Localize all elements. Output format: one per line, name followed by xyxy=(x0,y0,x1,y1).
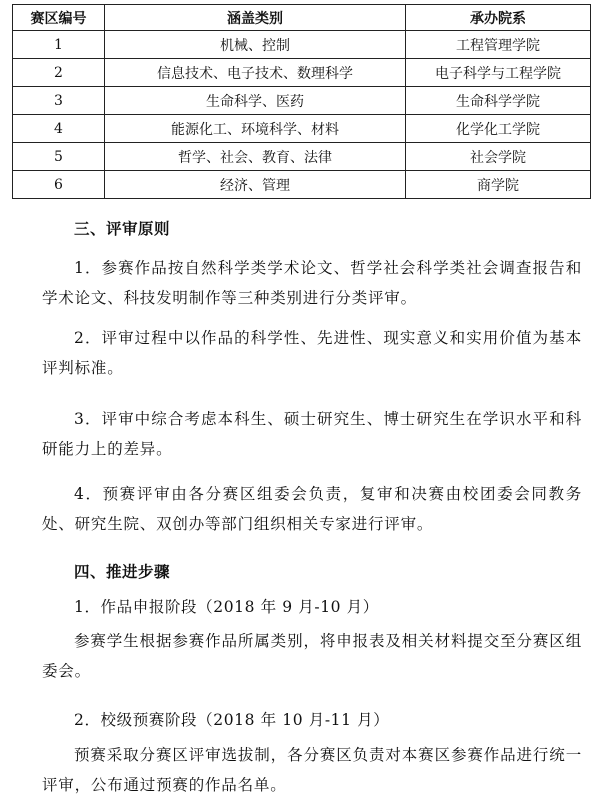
header-division-id: 赛区编号 xyxy=(13,5,105,31)
cell-category: 哲学、社会、教育、法律 xyxy=(105,143,406,171)
table-row xyxy=(13,59,591,87)
cell-host-department: 化学化工学院 xyxy=(406,115,591,143)
table-row xyxy=(13,31,591,59)
header-host-department: 承办院系 xyxy=(406,5,591,31)
division-table xyxy=(12,4,591,199)
cell-division-id: 4 xyxy=(13,115,105,143)
header-category: 涵盖类别 xyxy=(105,5,406,31)
cell-host-department: 生命科学学院 xyxy=(406,87,591,115)
cell-category: 经济、管理 xyxy=(105,171,406,199)
section-heading-review-principles: 三、评审原则 xyxy=(74,220,171,238)
principle-paragraph-1: 1．参赛作品按自然科学类学术论文、哲学社会科学类社会调查报告和学术论文、科技发明制作等三种类别进行分类评审。 xyxy=(42,259,582,307)
cell-host-department: 商学院 xyxy=(406,171,591,199)
table-row xyxy=(13,143,591,171)
step-1-body: 参赛学生根据参赛作品所属类别，将申报表及相关材料提交至分赛区组委会。 xyxy=(42,632,582,680)
cell-category: 信息技术、电子技术、数理科学 xyxy=(105,59,406,87)
cell-host-department: 社会学院 xyxy=(406,143,591,171)
table-row xyxy=(13,87,591,115)
cell-host-department: 工程管理学院 xyxy=(406,31,591,59)
cell-division-id: 6 xyxy=(13,171,105,199)
principle-paragraph-3: 3．评审中综合考虑本科生、硕士研究生、博士研究生在学识水平和科研能力上的差异。 xyxy=(42,410,582,458)
step-1-title: 1．作品申报阶段（2018 年 9 月-10 月） xyxy=(74,598,379,616)
cell-division-id: 1 xyxy=(13,31,105,59)
section-heading-steps: 四、推进步骤 xyxy=(74,563,171,581)
cell-category: 生命科学、医药 xyxy=(105,87,406,115)
table-row xyxy=(13,171,591,199)
principle-paragraph-2: 2．评审过程中以作品的科学性、先进性、现实意义和实用价值为基本评判标准。 xyxy=(42,329,582,377)
cell-category: 能源化工、环境科学、材料 xyxy=(105,115,406,143)
cell-division-id: 3 xyxy=(13,87,105,115)
table-header-row xyxy=(13,5,591,31)
cell-division-id: 2 xyxy=(13,59,105,87)
cell-host-department: 电子科学与工程学院 xyxy=(406,59,591,87)
cell-category: 机械、控制 xyxy=(105,31,406,59)
cell-division-id: 5 xyxy=(13,143,105,171)
table-row xyxy=(13,115,591,143)
step-2-title: 2．校级预赛阶段（2018 年 10 月-11 月） xyxy=(74,711,390,729)
principle-paragraph-4: 4．预赛评审由各分赛区组委会负责，复审和决赛由校团委会同教务处、研究生院、双创办等部门组织相关专家进行评审。 xyxy=(42,485,582,533)
step-2-body: 预赛采取分赛区评审选拔制，各分赛区负责对本赛区参赛作品进行统一评审，公布通过预赛的作品名单。 xyxy=(42,746,582,794)
